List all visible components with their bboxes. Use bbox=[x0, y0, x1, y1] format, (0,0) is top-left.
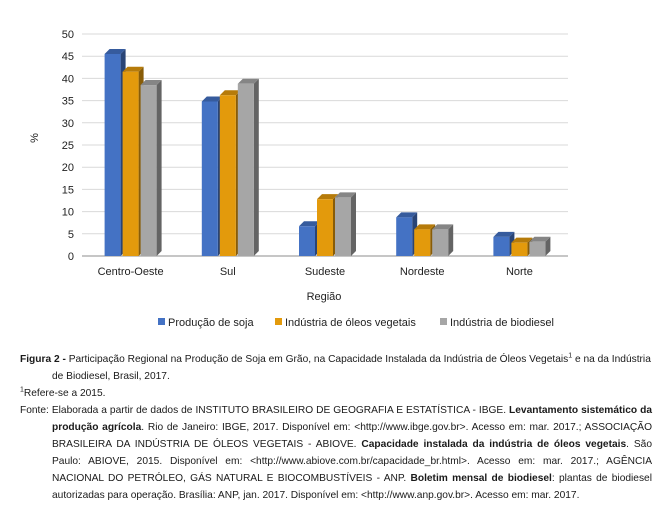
bar bbox=[529, 237, 550, 256]
bar-front bbox=[335, 197, 351, 256]
y-axis-ticks bbox=[62, 29, 74, 263]
y-tick-label: 10 bbox=[61, 206, 74, 219]
bars bbox=[105, 49, 551, 256]
bar-front bbox=[432, 229, 448, 256]
bar-front bbox=[414, 229, 430, 256]
x-tick-label: Centro-Oeste bbox=[97, 266, 164, 278]
bar-front bbox=[141, 85, 157, 256]
y-tick-label: 40 bbox=[61, 73, 74, 86]
bar bbox=[511, 238, 532, 256]
bar-front bbox=[511, 243, 527, 256]
x-axis-label: Região bbox=[306, 291, 342, 303]
y-tick-label: 0 bbox=[67, 251, 74, 263]
y-tick-label: 25 bbox=[61, 140, 74, 152]
footnote-text: Refere-se a 2015. bbox=[23, 388, 106, 399]
y-axis-label: % bbox=[29, 133, 41, 143]
bar-side bbox=[448, 224, 453, 256]
y-tick-label: 50 bbox=[61, 29, 74, 41]
x-tick-label: Norte bbox=[505, 266, 533, 278]
bar bbox=[335, 192, 356, 256]
bar-front bbox=[396, 217, 412, 256]
bar-front bbox=[238, 84, 254, 256]
y-tick-label: 20 bbox=[61, 162, 74, 175]
caption-label: Figura 2 - bbox=[20, 354, 66, 365]
bar-front bbox=[299, 226, 315, 256]
legend-swatch bbox=[158, 318, 165, 325]
legend-swatch bbox=[275, 318, 282, 325]
source-bold-3: Boletim mensal de biodiesel bbox=[410, 473, 552, 484]
bar bbox=[432, 224, 453, 256]
legend bbox=[158, 317, 554, 329]
x-tick-label: Nordeste bbox=[399, 266, 445, 278]
bar-front bbox=[529, 242, 545, 256]
source-note bbox=[20, 402, 652, 504]
y-tick-label: 45 bbox=[61, 51, 74, 64]
bar-side bbox=[254, 79, 259, 256]
bar-front bbox=[123, 72, 139, 256]
bar bbox=[414, 224, 435, 256]
x-tick-label: Sudeste bbox=[304, 266, 346, 278]
bar-front bbox=[317, 199, 333, 256]
bar bbox=[105, 49, 126, 256]
x-tick-label: Sul bbox=[219, 266, 236, 278]
bar bbox=[123, 67, 144, 256]
y-tick-label: 35 bbox=[61, 95, 74, 108]
bar bbox=[317, 194, 338, 256]
source-text-1: Elaborada a partir de dados de INSTITUTO BRASILEIRO DE GEOGRAFIA E ESTATÍSTICA - IBGE. bbox=[51, 405, 507, 416]
legend-swatch bbox=[440, 318, 447, 325]
bar bbox=[299, 221, 320, 256]
bar bbox=[493, 232, 514, 256]
source-bold-2: Capacidade instalada da indústria de óleos vegetais bbox=[361, 439, 627, 450]
bar-front bbox=[220, 95, 236, 256]
y-tick-label: 15 bbox=[61, 184, 74, 197]
bar bbox=[141, 80, 162, 256]
source-bold-1: Levantamento sistemático da produção agrícola bbox=[52, 405, 652, 433]
bar-side bbox=[351, 192, 356, 256]
caption-sup: 1 bbox=[568, 352, 573, 360]
source-text-3: . São Paulo: ABIOVE, 2015. Disponível em: <http://www.abiove.com.br/capacidade_br.html>. Acesso em: mar. 2017.; AGÊNCIA NACIONAL DO PETRÓLEO, GÁS NATURAL E BIOCOMBUSTÍVEIS - ANP. bbox=[52, 439, 652, 484]
bar bbox=[396, 212, 417, 256]
legend-label: Indústria de biodiesel bbox=[450, 317, 554, 329]
caption-text: Participação Regional na Produção de Soja em Grão, na Capacidade Instalada da Indústria de Óleos Vegetais bbox=[68, 354, 569, 365]
bar bbox=[202, 96, 223, 256]
bar-front bbox=[202, 101, 218, 256]
legend-label: Produção de soja bbox=[168, 317, 254, 329]
bar-front bbox=[105, 54, 121, 256]
bar bbox=[220, 90, 241, 256]
caption-text-end: e na da Indústria de Biodiesel, Brasil, 2017. bbox=[52, 354, 651, 382]
bar bbox=[238, 79, 259, 256]
footnote-sup: 1 bbox=[20, 386, 24, 394]
footnote bbox=[20, 385, 620, 402]
legend-label: Indústria de óleos vegetais bbox=[285, 317, 416, 329]
bar-front bbox=[493, 237, 509, 256]
y-tick-label: 30 bbox=[61, 117, 74, 130]
source-label: Fonte: bbox=[20, 405, 49, 416]
bar-side bbox=[157, 80, 162, 256]
source-text-4: : plantas de biodiesel autorizadas para operação. Brasília: ANP, jan. 2017. Disponível em: <http://www.anp.gov.br>. Acesso em: mar. 2017. bbox=[52, 473, 652, 501]
y-tick-label: 5 bbox=[67, 228, 74, 241]
source-text-2: . Rio de Janeiro: IBGE, 2017. Disponível em: <http://www.ibge.gov.br>. Acesso em: mar. 2017.; ASSOCIAÇÃO BRASILEIRA DA INDÚSTRIA DE ÓLEOS VEGETAIS - ABIOVE. bbox=[52, 422, 653, 450]
figure-caption bbox=[20, 351, 652, 385]
x-axis-ticks bbox=[98, 266, 533, 278]
